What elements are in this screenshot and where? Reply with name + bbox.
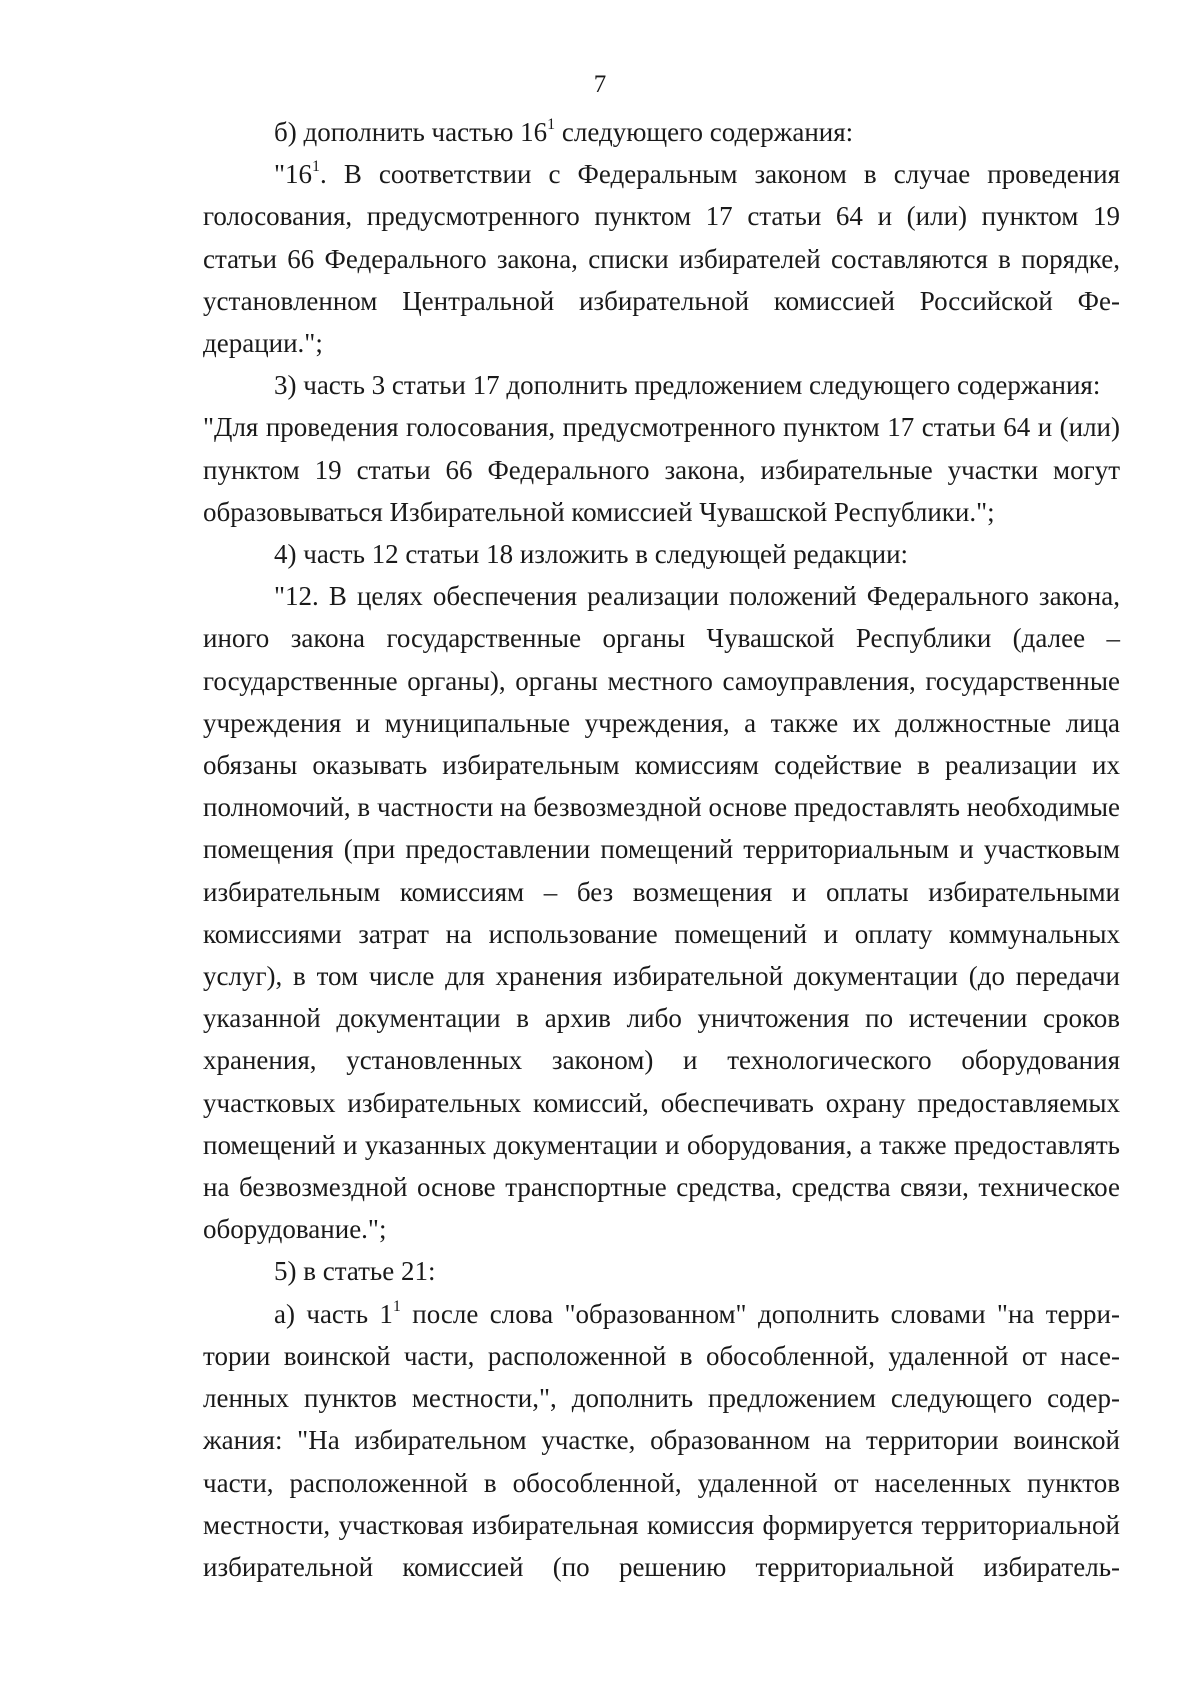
superscript: 1 [312,158,321,176]
paragraph-text: а) часть 1 [274,1298,393,1329]
paragraph-item-5 [203,1250,1120,1292]
paragraph-text: . В соответствии с Федеральным законом в случае проведения голосования, предусмотренного пунктом 17 статьи 64 и (или) пунктом 19 статьи 66 Федерального закона, списки избирателей составляются в порядке, установленном Центральной избирательной комиссией Российской Федерации."; [203,159,1120,359]
paragraph-text: "16 [274,159,313,190]
superscript: 1 [547,116,556,133]
paragraph-text: следующего содержания: [555,117,854,147]
paragraph-text: 4) часть 12 статьи 18 изложить в следующей редакции: [274,539,909,570]
paragraph-item-4 [203,533,1120,575]
paragraph-item-3 [203,364,1120,406]
page-number: 7 [593,71,607,98]
paragraph-item-5a [203,1293,1120,1588]
paragraph-part-16-1 [203,153,1120,364]
document-body [203,111,1120,1588]
paragraph-text: 3) часть 3 статьи 17 дополнить предложением следующего содержания: [274,370,1101,401]
superscript: 1 [392,1297,401,1315]
paragraph-text: после слова "образованном" дополнить словами "на территории воинской части, расположенной в обособленной, удаленной от населенных пунктов местности,", дополнить предложением следующего содержания: "На избирательном участке, образованном на территории воинской части, расположенной в обособленной, удаленной от населенных пунктов местности, участковая избирательная комиссия формируется территориальной избирательной комиссией (по решению территориальной избиратель- [203,1298,1120,1582]
paragraph-text: б) дополнить частью 16 [274,117,548,147]
paragraph-2b [203,111,1120,153]
paragraph-text: "Для проведения голосования, предусмотренного пунктом 17 статьи 64 и (или) пунктом 19 статьи 66 Федерального закона, избирательные участки могут образовываться Избирательной комиссией Чувашской Республики."; [203,412,1120,527]
paragraph-text: 5) в статье 21: [274,1256,436,1287]
paragraph-item-3-quote [203,406,1120,533]
paragraph-text: "12. В целях обеспечения реализации положений Федерального закона, иного закона государственные органы Чувашской Республики (далее – государственные органы), органы местного самоуправления, государственные учреждения и муниципальные учреждения, а также их должностные лица обязаны оказывать избирательным комиссиям содействие в реализации их полномочий, в частности на безвозмездной основе предоставлять необходимые помещения (при предоставлении помещений территориальным и участковым избирательным комиссиям – без возмещения и оплаты избирательными комиссиями затрат на использование помещений и оплату коммунальных услуг), в том числе для хранения избирательной документации (до передачи указанной документации в архив либо уничтожения по истечении сроков хранения, установленных законом) и технологического оборудования участковых избирательных комиссий, обеспечивать охрану предоставляемых помещений и указанных документации и оборудования, а также предоставлять на безвозмездной основе транспортные средства, средства связи, техническое оборудование."; [203,581,1120,1245]
paragraph-part-12 [203,575,1120,1250]
